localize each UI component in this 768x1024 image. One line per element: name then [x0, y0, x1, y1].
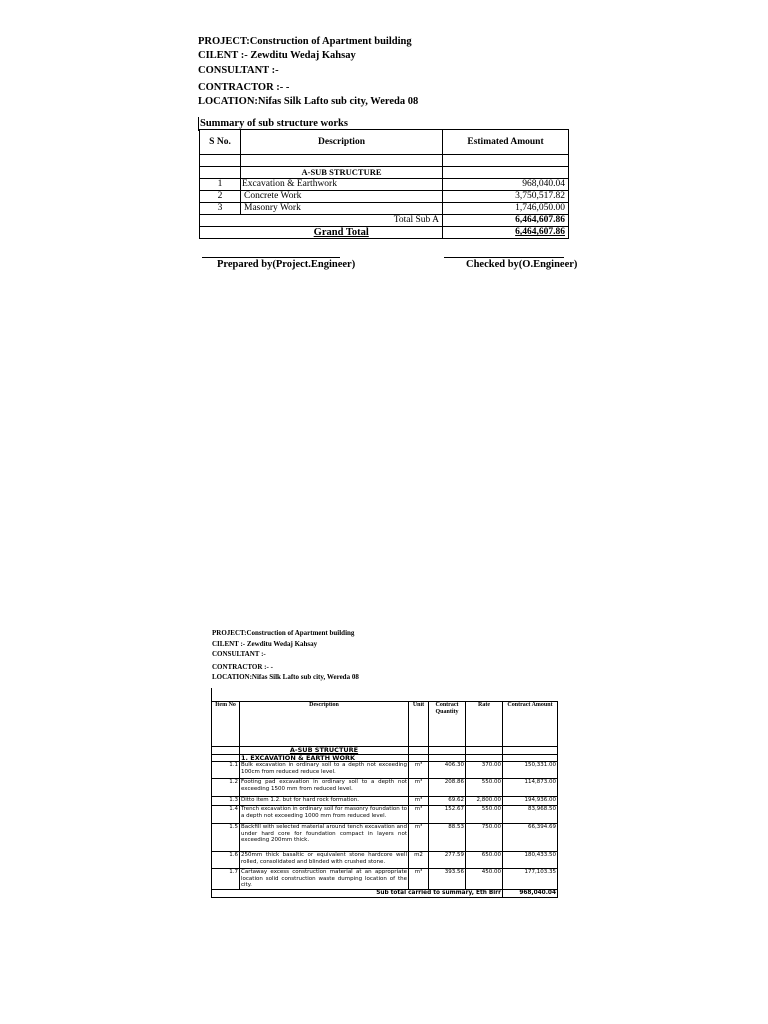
- item-qty: 277.59: [429, 852, 466, 869]
- location-line: LOCATION:Nifas Silk Lafto sub city, Wereda 08: [198, 96, 419, 107]
- contractor-line: CONTRACTOR :- -: [198, 82, 290, 93]
- col-amount-header: Contract Amount: [503, 702, 558, 747]
- item-amount: 83,968.50: [503, 806, 558, 824]
- row-description: Masonry Work: [241, 203, 443, 215]
- page2-consultant-line: CONSULTANT :-: [212, 650, 266, 658]
- consultant-line: CONSULTANT :-: [198, 65, 279, 76]
- item-rate: 750.00: [466, 824, 503, 852]
- client-line: CILENT :- Zewditu Wedaj Kahsay: [198, 50, 356, 61]
- boq-table: [211, 701, 558, 898]
- item-no: 1.7: [212, 869, 240, 890]
- table-row: [212, 762, 558, 779]
- table-row: [212, 852, 558, 869]
- item-description: Cartaway excess construction material at an appropriate location solid construction waste dumping location of the city.: [241, 869, 407, 889]
- table-row: [212, 797, 558, 806]
- item-unit: m³: [409, 806, 429, 824]
- item-no: 1.5: [212, 824, 240, 852]
- col-description-header: Description: [241, 130, 443, 155]
- item-unit: m³: [409, 797, 429, 806]
- item-rate: 550.00: [466, 806, 503, 824]
- subsection-row: [212, 754, 558, 762]
- subtotal-row: [212, 889, 558, 897]
- item-unit: m2: [409, 852, 429, 869]
- item-description: Backfill with selected material around tench excavation and under hard core for foundation compact in layers not exceeding 200mm thick.: [240, 824, 409, 852]
- item-unit: m³: [409, 762, 429, 779]
- checked-by: Checked by(O.Engineer): [466, 259, 578, 270]
- item-rate: 370.00: [466, 762, 503, 779]
- item-qty: 393.56: [429, 869, 466, 890]
- page2-contractor-line: CONTRACTOR :- -: [212, 662, 273, 671]
- item-amount: 114,873.00: [503, 779, 558, 797]
- section-label: A-SUB STRUCTURE: [240, 747, 409, 755]
- item-rate: 650.00: [466, 852, 503, 869]
- section-row: [200, 167, 569, 179]
- table-row: [212, 806, 558, 824]
- page2-client-line: CILENT :- Zewditu Wedaj Kahsay: [212, 639, 318, 648]
- prepared-by: Prepared by(Project.Engineer): [217, 259, 356, 270]
- item-unit: m³: [409, 779, 429, 797]
- subtotal-value: 968,040.04: [503, 889, 558, 897]
- total-sub-value: 6,464,607.86: [443, 215, 569, 227]
- section-label: A-SUB STRUCTURE: [241, 167, 443, 179]
- row-description: Excavation & Earthwork: [241, 179, 443, 191]
- row-sno: 1: [200, 179, 241, 191]
- item-amount: 194,936.00: [503, 797, 558, 806]
- table-row: [212, 824, 558, 852]
- table-row: [212, 779, 558, 797]
- signature-line: [202, 257, 340, 258]
- item-qty: 208.86: [429, 779, 466, 797]
- item-no: 1.1: [212, 762, 240, 779]
- item-rate: 550.00: [466, 779, 503, 797]
- page2-header: [212, 628, 359, 683]
- item-amount: 177,103.35: [503, 869, 558, 890]
- total-sub-label: Total Sub A: [241, 215, 443, 227]
- item-no: 1.3: [212, 797, 240, 806]
- col-qty-header: Contract Quantity: [429, 702, 466, 747]
- item-description: 250mm thick basaltic or equivalent stone hardcore well rolled, consolidated and blinded with crushed stone.: [240, 852, 409, 869]
- col-sno-header: S No.: [200, 130, 241, 155]
- item-qty: 88.53: [429, 824, 466, 852]
- item-description: Trench excavation in ordinary soil for masonry foundation to a depth not exceeding 1000 mm from reduced level.: [240, 806, 409, 824]
- cell-border: [211, 688, 212, 702]
- item-no: 1.6: [212, 852, 240, 869]
- project-header: [198, 35, 418, 109]
- item-unit: m³: [409, 869, 429, 890]
- boq-header-row: [212, 702, 558, 747]
- grand-total-value: 6,464,607.86: [443, 227, 569, 239]
- col-amount-header: Estimated Amount: [443, 130, 569, 155]
- item-qty: 69.62: [429, 797, 466, 806]
- item-no: 1.2: [212, 779, 240, 797]
- summary-row: [200, 203, 569, 215]
- page2-location-line: LOCATION:Nifas Silk Lafto sub city, Wereda 08: [212, 673, 359, 681]
- summary-table: [199, 129, 569, 239]
- page2-project-title: PROJECT:Construction of Apartment building: [212, 629, 355, 637]
- col-item-header: Item No: [212, 702, 240, 747]
- item-no: 1.4: [212, 806, 240, 824]
- subtotal-label: Sub total carried to summary, Eth Birr: [212, 889, 503, 897]
- item-unit: m³: [409, 824, 429, 852]
- item-rate: 2,800.00: [466, 797, 503, 806]
- col-description-header: Description: [240, 702, 409, 747]
- grand-total-row: [200, 227, 569, 239]
- section-row: [212, 747, 558, 755]
- grand-total-label: Grand Total: [241, 227, 443, 239]
- total-sub-row: [200, 215, 569, 227]
- row-amount: 3,750,517.82: [443, 191, 569, 203]
- summary-row: [200, 179, 569, 191]
- subsection-label: 1. EXCAVATION & EARTH WORK: [240, 754, 409, 762]
- summary-header-row: [200, 130, 569, 155]
- empty-row: [200, 155, 569, 167]
- col-rate-header: Rate: [466, 702, 503, 747]
- table-row: [212, 869, 558, 890]
- item-amount: 180,433.50: [503, 852, 558, 869]
- summary-title: Summary of sub structure works: [200, 118, 348, 129]
- row-amount: 968,040.04: [443, 179, 569, 191]
- row-sno: 3: [200, 203, 241, 215]
- item-description: Bulk excavation in ordinary soil to a depth not exceeding 100cm from reduced reduce level.: [240, 762, 409, 779]
- item-qty: 406.30: [429, 762, 466, 779]
- row-amount: 1,746,050.00: [443, 203, 569, 215]
- col-unit-header: Unit: [409, 702, 429, 747]
- item-amount: 150,331.00: [503, 762, 558, 779]
- project-title: PROJECT:Construction of Apartment building: [198, 36, 412, 47]
- row-sno: 2: [200, 191, 241, 203]
- item-amount: 66,394.69: [503, 824, 558, 852]
- item-qty: 152.67: [429, 806, 466, 824]
- signature-line: [444, 257, 564, 258]
- item-rate: 450.00: [466, 869, 503, 890]
- row-description: Concrete Work: [241, 191, 443, 203]
- item-description: Ditto item 1.2. but for hard rock formation.: [240, 797, 409, 806]
- summary-row: [200, 191, 569, 203]
- item-description: Footing pad excavation in ordinary soil to a depth not exceeding 1500 mm from reduced level.: [240, 779, 409, 797]
